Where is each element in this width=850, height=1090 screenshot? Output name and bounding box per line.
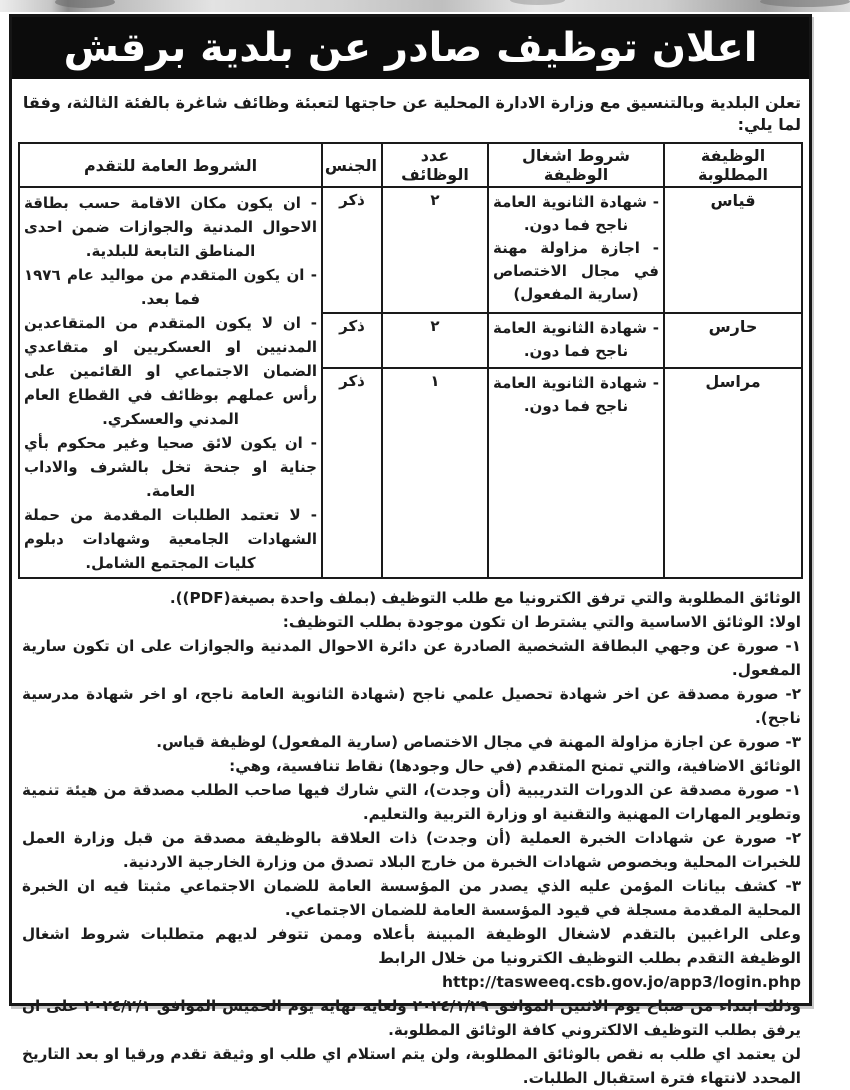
additional-doc-item: ١- صورة مصدقة عن الدورات التدريبية (أن وجدت)، التي شارك فيها صاحب الطلب مصدقة من هيئة تنمية وتطوير المهارات المهنية والتقنية او وزارة التربية والتعليم.	[22, 781, 801, 823]
header-general-conditions: الشروط العامة للتقدم	[19, 143, 322, 187]
table-row	[19, 187, 802, 313]
bullet-line: - شهادة الثانوية العامة ناجح فما دون.	[493, 193, 659, 234]
page-title: اعلان توظيف صادر عن بلدية برقش	[63, 25, 758, 71]
bullet-line: - ان يكون المتقدم من مواليد عام ١٩٧٦ فما بعد.	[24, 266, 317, 308]
conditions-cell	[488, 313, 664, 368]
basic-doc-item: ٢- صورة مصدقة عن اخر شهادة تحصيل علمي ناجح (شهادة الثانوية العامة ناجح، او اخر شهادة مدرسية ناجح).	[22, 685, 801, 727]
intro-text: تعلن البلدية وبالتنسيق مع وزارة الادارة المحلية عن حاجتها لتعبئة وظائف شاغرة بالفئة الثالثة، وفقا لما يلي:	[22, 93, 801, 134]
bullet-line: - ان يكون لائق صحيا وغير محكوم بأي جناية او جنحة تخل بالشرف والاداب العامة.	[24, 434, 317, 500]
application-dates: وذلك ابتداء من صباح يوم الاثنين الموافق ٢٠٢٤/١/٢٩ ولغاية نهاية يوم الخميس الموافق ٢٠٢٤/٢/١ على ان يرفق بطلب التوظيف الالكتروني كافة الوثائق المطلوبة.	[22, 997, 801, 1039]
basic-doc-item: ١- صورة عن وجهي البطاقة الشخصية الصادرة عن دائرة الاحوال المدنية والجوازات على ان تكون سارية المفعول.	[22, 637, 801, 679]
header-conditions: شروط اشغال الوظيفة	[488, 143, 664, 187]
additional-docs-heading: الوثائق الاضافية، والتي تمنح المتقدم (في حال وجودها) نقاط تنافسية، وهي:	[229, 757, 801, 775]
bullet-line: - شهادة الثانوية العامة ناجح فما دون.	[493, 373, 659, 415]
position-cell: مراسل	[664, 368, 802, 578]
conditions-cell	[488, 187, 664, 313]
body-text-section	[22, 586, 801, 1090]
title-bar	[12, 17, 809, 79]
additional-doc-item: ٣- كشف بيانات المؤمن عليه الذي يصدر من المؤسسة العامة للضمان الاجتماعي مثبتا فيه ان الخبرة المحلية المقدمة مسجلة في قيود المؤسسة العامة للضمان الاجتماعي.	[22, 877, 801, 919]
count-cell: ١	[382, 368, 488, 578]
apply-instructions: وعلى الراغبين بالتقدم لاشغال الوظيفة المبينة بأعلاه وممن تتوفر لديهم متطلبات شروط اشغال الوظيفة التقدم بطلب التوظيف الكترونيا من خلال الرابط	[22, 925, 801, 967]
bullet-line: - لا تعتمد الطلبات المقدمة من حملة الشهادات الجامعية وشهادات دبلوم كليات المجتمع الشامل.	[24, 506, 317, 572]
announcement-box	[9, 14, 812, 1087]
general-conditions-cell	[19, 187, 322, 578]
header-gender: الجنس	[322, 143, 382, 187]
additional-doc-item: ٢- صورة عن شهادات الخبرة العملية (أن وجدت) ذات العلاقة بالوظيفة مصدقة من قبل وزارة العمل للخبرات المحلية وبخصوص شهادات الخبرة من خارج البلاد تصدق من وزارة الخارجية الاردنية.	[22, 829, 801, 871]
bullet-line: - شهادة الثانوية العامة ناجح فما دون.	[493, 318, 659, 360]
bullet-line: - ان لا يكون المتقدم من المتقاعدين المدنيين او العسكريين او متقاعدي الضمان الاجتماعي او القائمين على رأس عملهم بوظائف في القطاع العام المدني والعسكري.	[24, 314, 317, 428]
warning-note: لن يعتمد اي طلب به نقص بالوثائق المطلوبة، ولن يتم استلام اي طلب او وثيقة تقدم ورقيا او بعد التاريخ المحدد لانتهاء فترة استقبال الطلبات.	[22, 1045, 801, 1087]
header-position: الوظيفة المطلوبة	[664, 143, 802, 187]
count-cell: ٢	[382, 313, 488, 368]
gender-cell: ذكر	[322, 313, 382, 368]
bullet-line: - اجازة مزاولة مهنة في مجال الاختصاص (سارية المفعول)	[493, 239, 659, 303]
apply-url-link[interactable]: http://tasweeq.csb.gov.jo/app3/login.php	[442, 973, 801, 991]
table-header-row	[19, 143, 802, 187]
position-cell: قياس	[664, 187, 802, 313]
position-cell: حارس	[664, 313, 802, 368]
basic-docs-heading: اولا: الوثائق الاساسية والتي يشترط ان تكون موجودة بطلب التوظيف:	[282, 613, 801, 631]
documents-intro: الوثائق المطلوبة والتي ترفق الكترونيا مع طلب التوظيف (بملف واحدة بصيغة(PDF)).	[169, 589, 801, 607]
basic-doc-item: ٣- صورة عن اجازة مزاولة المهنة في مجال الاختصاص (سارية المفعول) لوظيفة قياس.	[156, 733, 801, 751]
header-count: عدد الوظائف	[382, 143, 488, 187]
gender-cell: ذكر	[322, 368, 382, 578]
count-cell: ٢	[382, 187, 488, 313]
conditions-cell	[488, 368, 664, 578]
scan-noise-strip	[0, 0, 850, 12]
jobs-table	[18, 142, 803, 579]
gender-cell: ذكر	[322, 187, 382, 313]
bullet-line: - ان يكون مكان الاقامة حسب بطاقة الاحوال المدنية والجوازات ضمن احدى المناطق التابعة للبلدية.	[24, 194, 317, 260]
